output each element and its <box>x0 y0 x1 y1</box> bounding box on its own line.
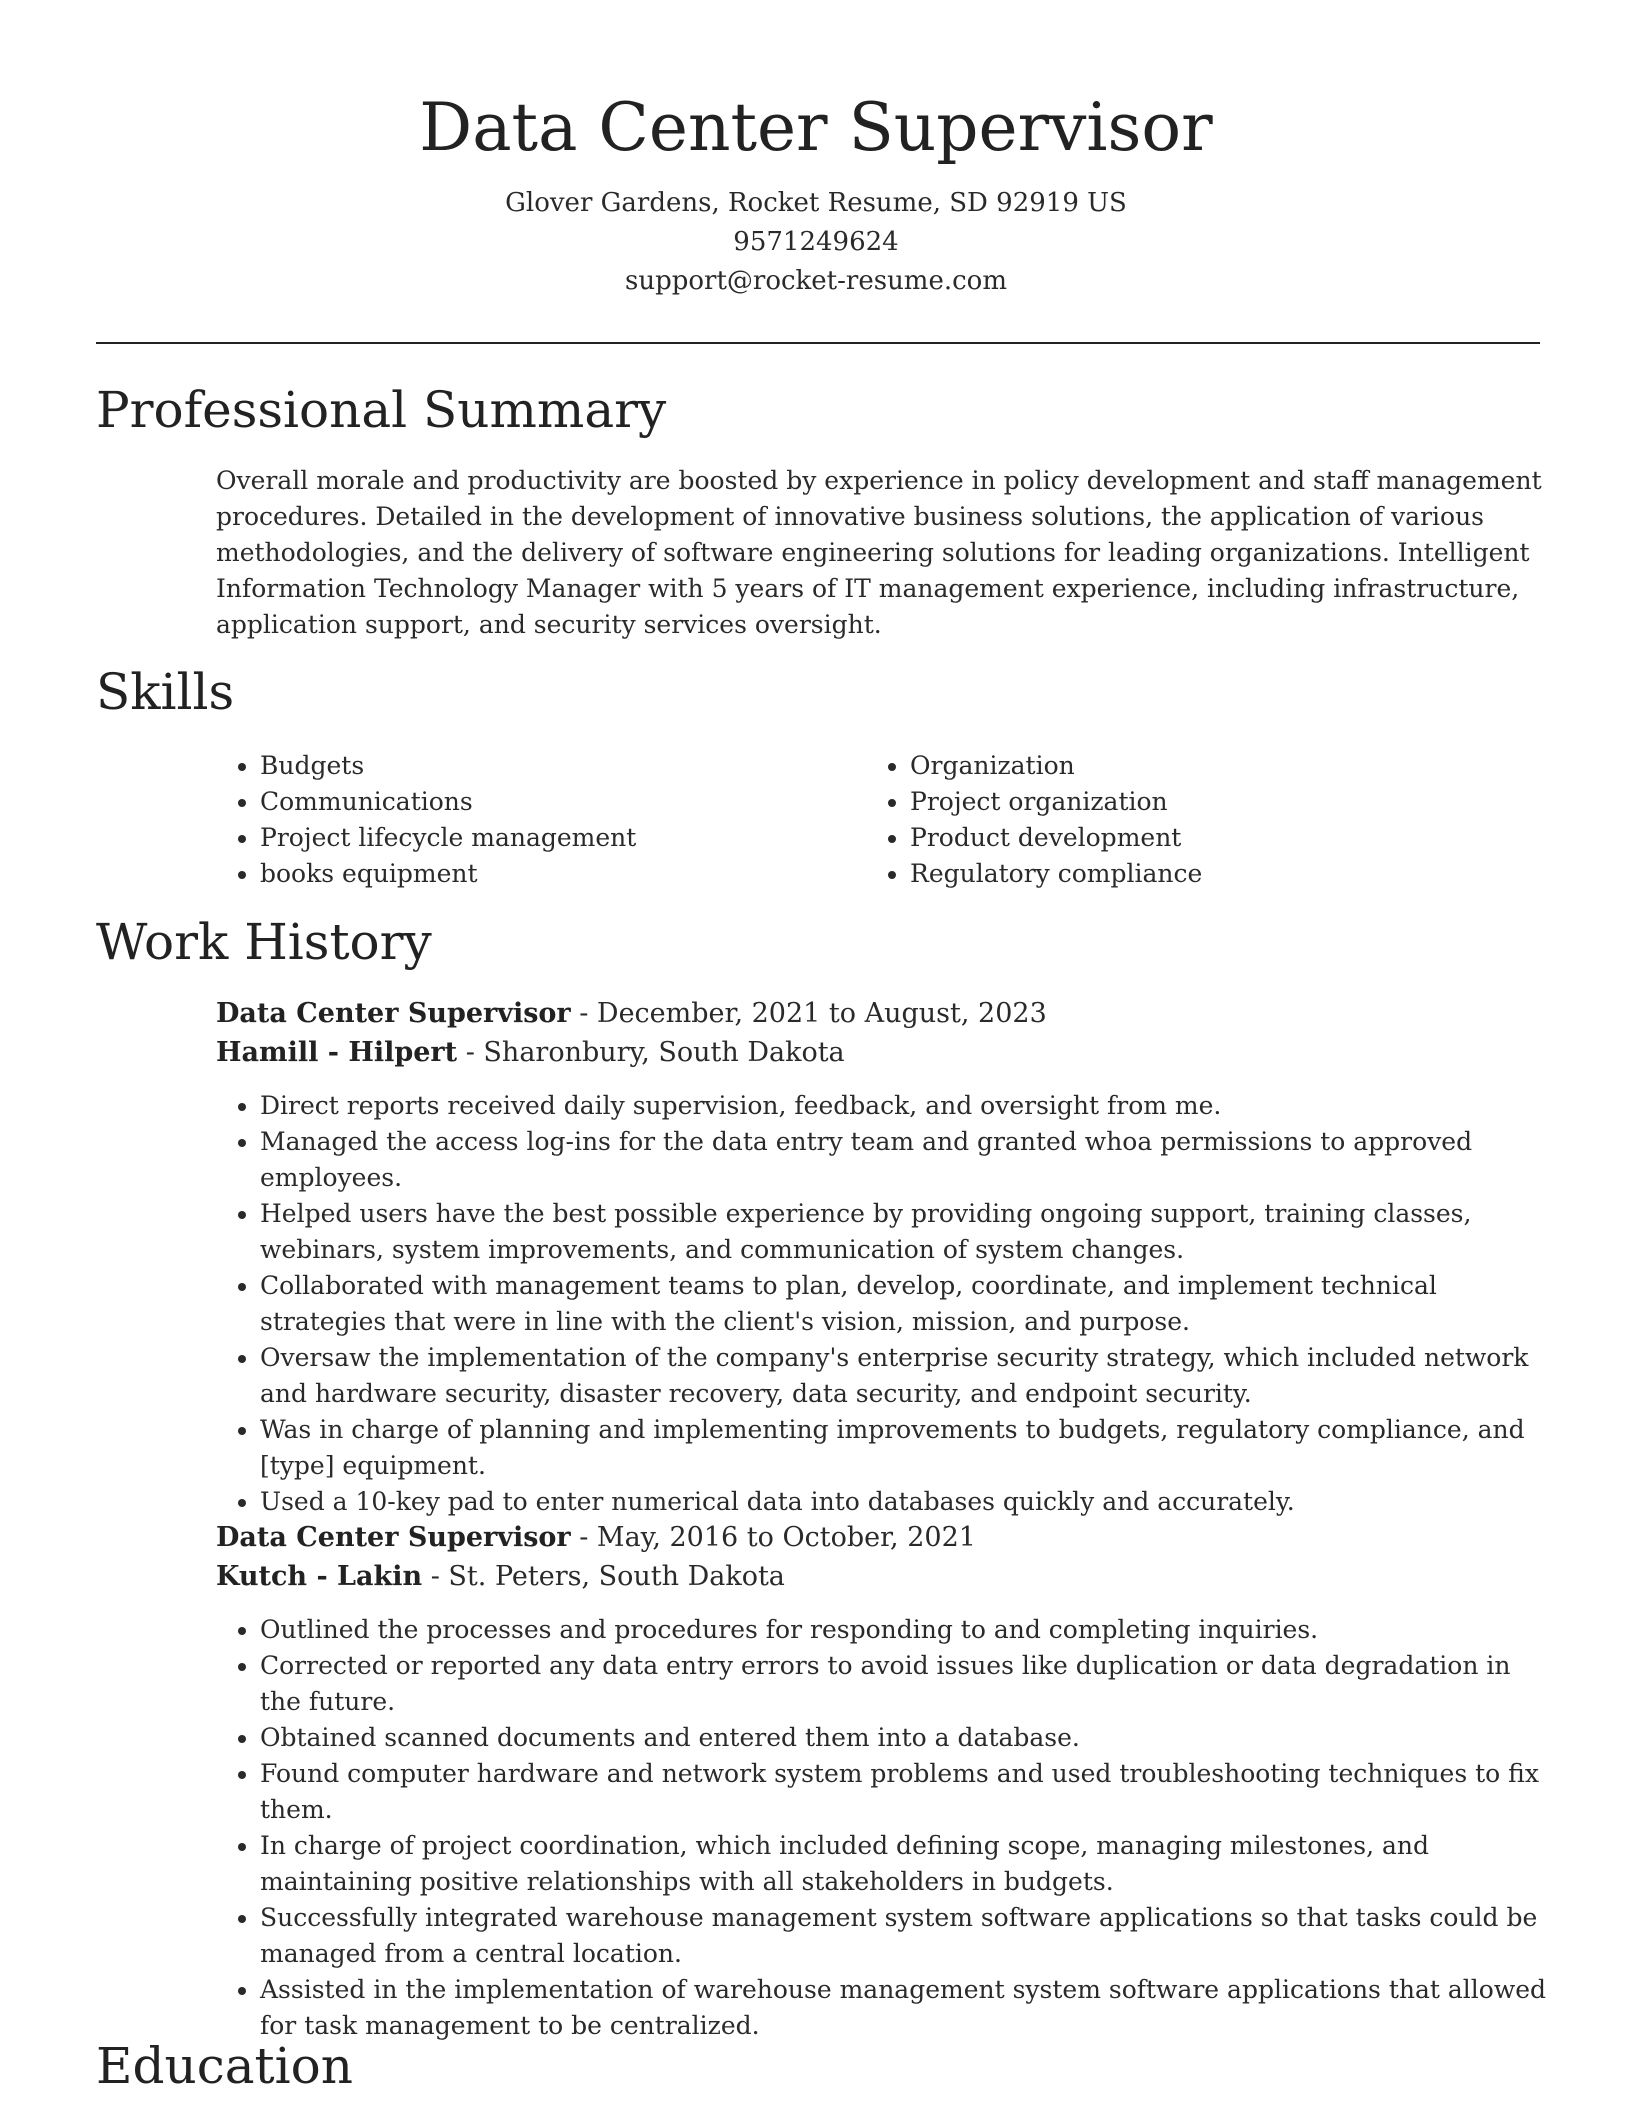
job-title: Data Center Supervisor <box>216 1522 571 1553</box>
job-bullets <box>216 1612 1546 2044</box>
job-entry <box>216 994 1546 1520</box>
job-bullet: • Oversaw the implementation of the company's enterprise security strategy, which included network and hardware security, disaster recovery, data security, and endpoint security. <box>260 1340 1546 1412</box>
job-location: - St. Peters, South Dakota <box>422 1561 785 1592</box>
job-bullet: • In charge of project coordination, which included defining scope, managing milestones, and maintaining positive relationships with all stakeholders in budgets. <box>260 1828 1546 1900</box>
skill-item: • Budgets <box>260 748 866 784</box>
resume-title: Data Center Supervisor <box>419 89 1213 166</box>
job-title-line <box>216 1518 1546 1557</box>
job-bullet: • Obtained scanned documents and entered them into a database. <box>260 1720 1546 1756</box>
job-dates: - December, 2021 to August, 2023 <box>570 998 1047 1029</box>
job-bullet: • Corrected or reported any data entry errors to avoid issues like duplication or data degradation in the future. <box>260 1648 1546 1720</box>
job-bullet: • Managed the access log-ins for the data entry team and granted whoa permissions to approved employees. <box>260 1124 1546 1196</box>
education-heading: Education <box>96 2037 353 2095</box>
contact-block <box>0 184 1632 301</box>
contact-address: Glover Gardens, Rocket Resume, SD 92919 US <box>505 188 1127 218</box>
job-company: Kutch - Lakin <box>216 1561 423 1592</box>
job-bullet: • Found computer hardware and network system problems and used troubleshooting techniques to fix them. <box>260 1756 1546 1828</box>
skill-item: • Project lifecycle management <box>260 820 866 856</box>
job-location: - Sharonbury, South Dakota <box>457 1037 845 1068</box>
skills-list <box>216 748 1540 892</box>
job-title: Data Center Supervisor <box>216 998 571 1029</box>
job-bullets <box>216 1088 1546 1520</box>
work-history-heading: Work History <box>96 913 432 971</box>
summary-heading: Professional Summary <box>96 381 667 439</box>
skill-item: • Regulatory compliance <box>910 856 1516 892</box>
job-bullet: • Helped users have the best possible experience by providing ongoing support, training classes, webinars, system improvements, and communication of system changes. <box>260 1196 1546 1268</box>
job-company-line <box>216 1557 1546 1596</box>
skills-heading: Skills <box>96 663 235 721</box>
skill-item: • Communications <box>260 784 866 820</box>
job-bullet: • Successfully integrated warehouse management system software applications so that tasks could be managed from a central location. <box>260 1900 1546 1972</box>
skill-item: • books equipment <box>260 856 866 892</box>
job-dates: - May, 2016 to October, 2021 <box>570 1522 976 1553</box>
job-title-line <box>216 994 1546 1033</box>
job-bullet: • Outlined the processes and procedures for responding to and completing inquiries. <box>260 1612 1546 1648</box>
header-divider <box>96 342 1540 344</box>
summary-text: Overall morale and productivity are boosted by experience in policy development and staff management procedures. Detailed in the development of innovative business solutions, the application of various methodologies, and the delivery of software engineering solutions for leading organizations. Intelligent Information Technology Manager with 5 years of IT management experience, including infrastructure, application support, and security services oversight. <box>216 466 1542 639</box>
skills-column-right <box>866 748 1516 892</box>
skills-column-left <box>216 748 866 892</box>
job-company: Hamill - Hilpert <box>216 1037 458 1068</box>
job-bullet: • Collaborated with management teams to plan, develop, coordinate, and implement technical strategies that were in line with the client's vision, mission, and purpose. <box>260 1268 1546 1340</box>
skill-item: • Organization <box>910 748 1516 784</box>
resume-header <box>0 0 1632 301</box>
contact-phone: 9571249624 <box>733 227 899 257</box>
contact-email: support@rocket-resume.com <box>624 266 1007 296</box>
job-bullet: • Direct reports received daily supervision, feedback, and oversight from me. <box>260 1088 1546 1124</box>
job-bullet: • Assisted in the implementation of warehouse management system software applications that allowed for task management to be centralized. <box>260 1972 1546 2044</box>
skill-item: • Product development <box>910 820 1516 856</box>
job-bullet: • Used a 10-key pad to enter numerical data into databases quickly and accurately. <box>260 1484 1546 1520</box>
job-bullet: • Was in charge of planning and implementing improvements to budgets, regulatory compliance, and [type] equipment. <box>260 1412 1546 1484</box>
skill-item: • Project organization <box>910 784 1516 820</box>
job-company-line <box>216 1033 1546 1072</box>
job-entry <box>216 1518 1546 2044</box>
